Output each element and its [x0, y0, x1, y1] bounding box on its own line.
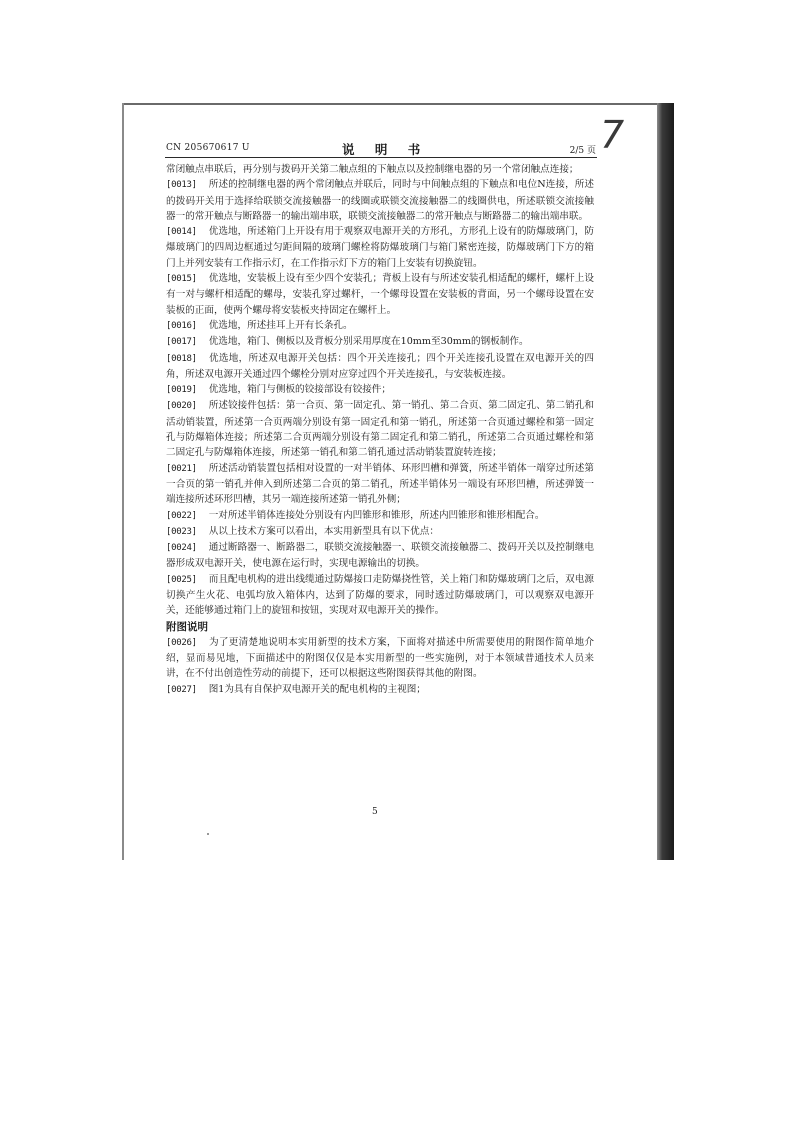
section-title: 附图说明 [166, 620, 208, 633]
paragraph-number: [0024] [166, 543, 197, 554]
paragraph-number: [0018] [166, 353, 197, 364]
paragraph-number: [0016] [166, 320, 197, 331]
scan-edge-left [122, 103, 124, 860]
paragraph-text: 所述活动销装置包括相对设置的一对半销体、环形凹槽和弹簧，所述半销体一端穿过所述第一合页的第一销孔并伸入到所述第二合页的第二销孔，所述半销体另一端设有环形凹槽，所述弹簧一端连接所述环形凹槽，其另一端连接所述第一销孔外侧； [166, 462, 594, 506]
paragraph-number: [0013] [166, 180, 197, 191]
page-number: 5 [372, 807, 378, 817]
paragraph-text: 图1为具有自保护双电源开关的配电机构的主视图； [208, 683, 426, 695]
paragraph-text: 优选地，所述挂耳上开有长条孔。 [208, 319, 353, 331]
paragraph-text: 为了更清楚地说明本实用新型的技术方案，下面将对描述中所需要使用的附图作简单地介绍，显而易见地，下面描述中的附图仅仅是本实用新型的一些实施例，对于本领域普通技术人员来讲，在不付出创造性劳动的前提下，还可以根据这些附图获得其他的附图。 [166, 636, 594, 680]
paragraph [166, 351, 594, 383]
paragraph [166, 177, 594, 224]
paragraph-number: [0022] [166, 510, 197, 521]
document-body [166, 162, 594, 698]
paragraph-text: 一对所述半销体连接处分别设有内凹锥形和锥形，所述内凹锥形和锥形相配合。 [208, 509, 545, 521]
paragraph-text: 优选地，所述双电源开关包括：四个开关连接孔；四个开关连接孔设置在双电源开关的四角，所述双电源开关通过四个螺栓分别对应穿过四个开关连接孔，与安装板连接。 [166, 352, 594, 380]
page-of: 2/5 页 [569, 146, 596, 156]
paragraph [166, 461, 594, 508]
continuation-text: 常闭触点串联后，再分别与拨码开关第二触点组的下触点以及控制继电器的另一个常闭触点连接； [166, 164, 579, 175]
paragraph-text: 所述的控制继电器的两个常闭触点并联后，同时与中间触点组的下触点和电位N连接，所述的拨码开关用于选择给联锁交流接触器一的线圈或联锁交流接触器二的线圈供电，所述联锁交流接触器一的常开触点与断路器一的输出端串联，联锁交流接触器二的常开触点与断路器二的输出端串联。 [166, 179, 594, 222]
scan-speck [207, 833, 209, 835]
paragraph [166, 382, 594, 398]
paragraph-text: 所述铰接件包括：第一合页、第一固定孔、第一销孔、第二合页、第二固定孔、第二销孔和活动销装置，所述第一合页两端分别设有第一固定孔和第一销孔，所述第一合页通过螺栓和第一固定孔与防爆箱体连接；所述第二合页两端分别设有第二固定孔和第二销孔，所述第二合页通过螺栓和第二固定孔与防爆箱体连接，所述第一销孔和第二销孔通过活动销装置旋转连接； [166, 400, 594, 459]
paragraph [166, 524, 594, 540]
paragraph [166, 682, 594, 698]
paragraph [166, 271, 594, 318]
paragraph-number: [0026] [166, 637, 197, 648]
paragraph-number: [0027] [166, 684, 197, 695]
paragraph [166, 508, 594, 524]
paragraph-number: [0025] [166, 574, 197, 585]
paragraph-list [166, 177, 594, 618]
paragraph-text: 优选地，箱门、侧板以及背板分别采用厚度在10mm至30mm的钢板制作。 [208, 336, 529, 348]
paragraph-number: [0020] [166, 401, 197, 412]
paragraph [166, 572, 594, 619]
scan-edge-top [122, 103, 674, 105]
paragraph [166, 224, 594, 271]
paragraph [166, 398, 594, 460]
paragraph-number: [0017] [166, 337, 197, 348]
paragraph-number: [0023] [166, 526, 197, 537]
paragraph [166, 635, 594, 682]
paragraph-text: 优选地，箱门与侧板的铰接部设有铰接件； [208, 384, 391, 396]
paragraph-number: [0014] [166, 227, 197, 238]
paragraph [166, 540, 594, 572]
paragraph-text: 优选地，所述箱门上开设有用于观察双电源开关的方形孔，方形孔上设有的防爆玻璃门，防爆玻璃门的四周边框通过匀距间隔的玻璃门螺栓将防爆玻璃门与箱门紧密连接，防爆玻璃门下方的箱门上并列安装有工作指示灯，在工作指示灯下方的箱门上安装有切换旋钮。 [166, 226, 594, 269]
svg-text:7: 7 [600, 113, 625, 156]
paragraph-number: [0015] [166, 274, 197, 285]
header-rule [165, 157, 597, 158]
paragraph-text: 而且配电机构的进出线缆通过防爆接口走防爆挠性管，关上箱门和防爆玻璃门之后，双电源切换产生火花、电弧均放入箱体内，达到了防爆的要求，同时透过防爆玻璃门，可以观察双电源开关，还能够通过箱门上的旋钮和按钮，实现对双电源开关的操作。 [166, 573, 594, 617]
page-header [166, 140, 596, 158]
scan-edge-right [657, 103, 674, 860]
paragraph-text: 通过断路器一、断路器二，联锁交流接触器一、联锁交流接触器二、拨码开关以及控制继电器形成双电源开关，使电源在运行时，实现电源输出的切换。 [166, 542, 594, 570]
paragraph-number: [0019] [166, 385, 197, 396]
paragraph-text: 从以上技术方案可以看出，本实用新型具有以下优点： [208, 525, 439, 537]
paragraph-number: [0021] [166, 463, 197, 474]
patent-number: CN 205670617 U [166, 143, 250, 153]
paragraph [166, 334, 594, 350]
document-title: 说 明 书 [342, 142, 429, 157]
section-paragraph-list [166, 635, 594, 698]
paragraph [166, 318, 594, 334]
paragraph-text: 优选地，安装板上设有至少四个安装孔；背板上设有与所述安装孔相适配的螺杆，螺杆上设有一对与螺杆相适配的螺母，安装孔穿过螺杆，一个螺母设置在安装板的背面，另一个螺母设置在安装板的正面，使两个螺母将安装板夹持固定在螺杆上。 [166, 273, 594, 316]
handwritten-page-mark [596, 112, 636, 156]
